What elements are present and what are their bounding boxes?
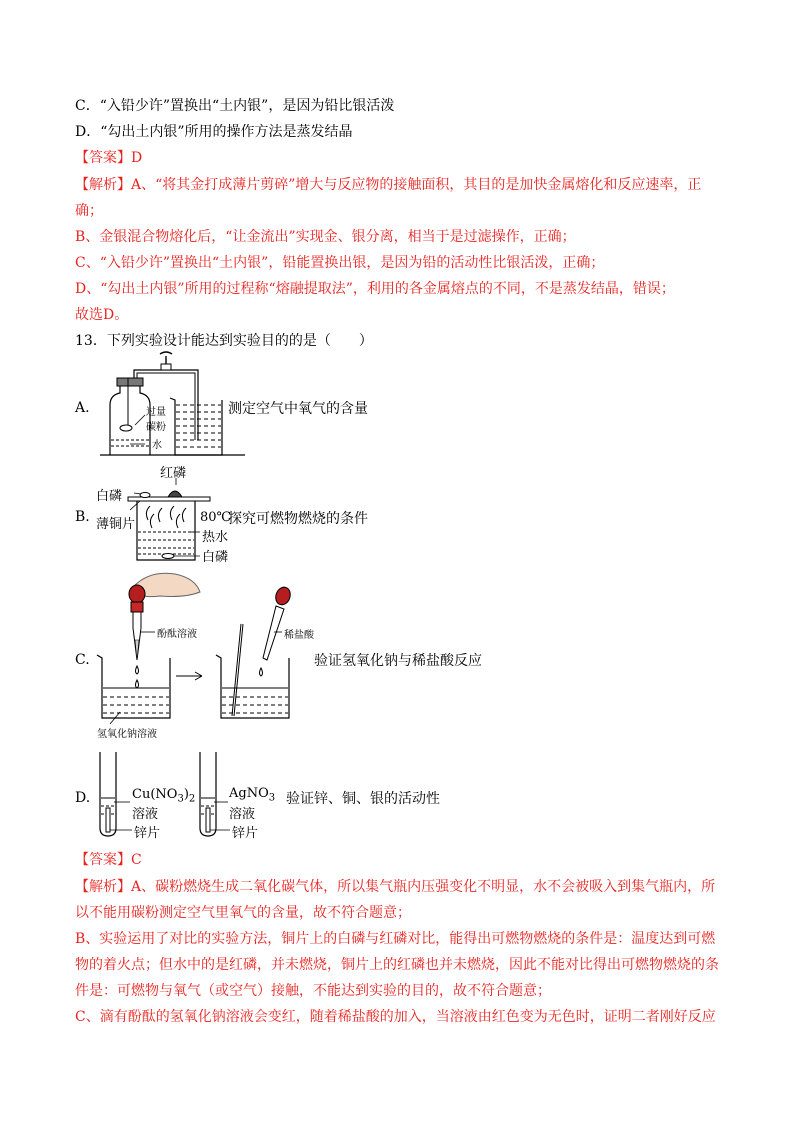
q13-stem: 13．下列实验设计能达到实验目的的是（ ） — [75, 333, 373, 349]
q13-explanation-line: B、实验运用了对比的实验方法，铜片上的白磷与红磷对比，能得出可燃物燃烧的条件是：温度达到可燃 — [75, 931, 716, 947]
option-d-label-solution-2: 溶液 — [229, 807, 256, 822]
q12-option-c: C．“入铅少许”置换出“土内银”，是因为铅比银活泼 — [75, 98, 395, 114]
q12-explanation-line: D、“勾出土内银”所用的过程称“熔融提取法”，利用的各金属熔点的不同，不是蒸发结晶，错误； — [75, 281, 675, 297]
option-b-label-copper: 薄铜片 — [96, 517, 136, 532]
option-c-label-hydrochloric-acid: 稀盐酸 — [284, 630, 314, 641]
q13-explanation-line: 以不能用碳粉测定空气里氧气的含量，故不符合题意； — [75, 905, 411, 921]
option-b-letter: B. — [75, 509, 90, 525]
q12-option-d: D．“勾出土内银”所用的操作方法是蒸发结晶 — [75, 124, 353, 140]
option-a-letter: A. — [75, 400, 90, 416]
option-d-label-silver-nitrate: AgNO$_3$ — [229, 786, 276, 804]
q12-explanation-line: B、金银混合物熔化后，“让金流出”实现金、银分离，相当于是过滤操作，正确； — [75, 229, 576, 245]
q12-explanation-line: 确； — [75, 203, 103, 219]
q12-explanation-line: 故选D。 — [75, 307, 129, 323]
option-a-label-water: 水 — [152, 440, 162, 451]
option-a-label-excess: 过量 — [146, 407, 166, 418]
option-b-label-white-phosphorus-bottom: 白磷 — [202, 550, 229, 565]
q13-explanation-line: C、滴有酚酞的氢氧化钠溶液会变红，随着稀盐酸的加入，当溶液由红色变为无色时，证明二者刚好反应 — [75, 1009, 716, 1025]
option-c-label-phenolphthalein: 酚酞溶液 — [157, 629, 197, 640]
option-d-letter: D. — [75, 790, 91, 806]
option-c-caption: 验证氢氧化钠与稀盐酸反应 — [314, 653, 482, 669]
option-c-letter: C. — [75, 652, 90, 668]
option-b-label-red-phosphorus: 红磷 — [160, 466, 187, 481]
option-a-label-carbon: 碳粉 — [146, 422, 166, 433]
q12-answer: 【答案】D — [75, 150, 143, 166]
option-a-caption: 测定空气中氧气的含量 — [228, 401, 368, 417]
option-d-label-copper-nitrate: $Cu(NO_3)_2$ — [132, 787, 196, 805]
option-d-label-zinc-2: 锌片 — [232, 826, 259, 841]
q12-explanation-line: C、“入铅少许”置换出“土内银”，铅能置换出银，是因为铅的活动性比银活泼，正确； — [75, 255, 605, 271]
option-b-label-temperature: 80℃ — [200, 510, 232, 525]
option-d-label-solution-1: 溶液 — [132, 807, 159, 822]
option-b-label-white-phosphorus-top: 白磷 — [96, 489, 123, 504]
q13-explanation-line: 【解析】A、碳粉燃烧生成二氧化碳气体，所以集气瓶内压强变化不明显，水不会被吸入到集气瓶内，所 — [75, 879, 716, 895]
option-c-label-sodium-hydroxide: 氢氧化钠溶液 — [97, 729, 157, 740]
q12-explanation-line: 【解析】A、“将其金打成薄片剪碎”增大与反应物的接触面积，其目的是加快金属熔化和反应速率，正 — [75, 177, 702, 193]
option-d-caption: 验证锌、铜、银的活动性 — [286, 791, 440, 807]
q13-explanation-line: 件是：可燃物与氧气（或空气）接触，不能达到实验的目的，故不符合题意； — [75, 983, 551, 999]
q13-explanation-line: 物的着火点；但水中的是红磷，并未燃烧，铜片上的红磷也并未燃烧，因此不能对比得出可燃物燃烧的条 — [75, 957, 719, 973]
option-d-label-zinc-1: 锌片 — [134, 826, 161, 841]
option-b-label-hot-water: 热水 — [202, 530, 229, 545]
q13-answer: 【答案】C — [75, 852, 142, 868]
option-b-caption: 探究可燃物燃烧的条件 — [228, 511, 368, 527]
